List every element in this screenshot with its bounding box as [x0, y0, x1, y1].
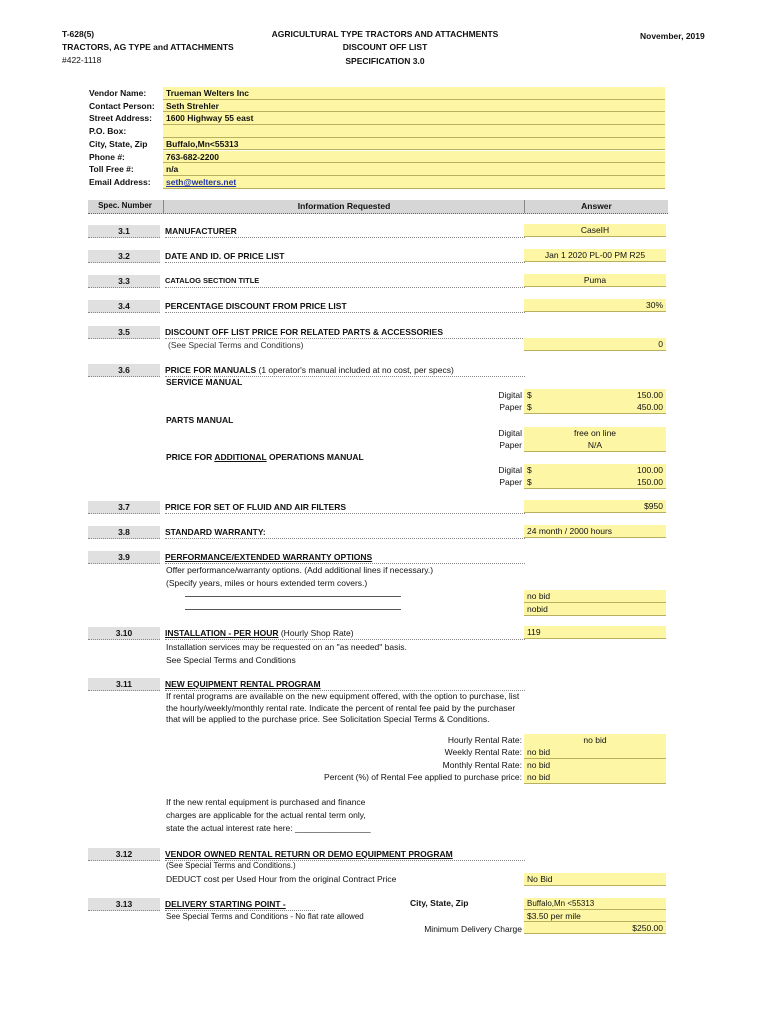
blank-line — [185, 609, 401, 610]
hourly-rate-field[interactable]: no bid — [524, 734, 666, 747]
spec-text: CATALOG SECTION TITLE — [165, 275, 525, 288]
spec-text: MANUFACTURER — [165, 225, 525, 238]
spec-text: VENDOR OWNED RENTAL RETURN OR DEMO EQUIPMENT PROGRAM — [165, 848, 525, 861]
spec-text: PERCENTAGE DISCOUNT FROM PRICE LIST — [165, 300, 525, 313]
installation-line-1: Installation services may be requested on an "as needed" basis. — [166, 642, 407, 652]
email-link[interactable]: seth@welters.net — [166, 176, 237, 187]
form-name: TRACTORS, AG TYPE and ATTACHMENTS — [62, 42, 234, 52]
spec-text: DISCOUNT OFF LIST PRICE FOR RELATED PARTS & ACCESSORIES — [165, 326, 525, 339]
spec-row-3-11 — [88, 678, 668, 690]
percent-applied-label: Percent (%) of Rental Fee applied to purchase price: — [324, 772, 522, 782]
spec-row-3-6 — [88, 364, 668, 376]
spec-number: 3.11 — [88, 678, 160, 691]
rental-paragraph-2: the hourly/weekly/monthly rental rate. Indicate the percent of rental fee paid by the purchaser — [166, 703, 516, 713]
minimum-delivery-label: Minimum Delivery Charge — [424, 924, 522, 934]
weekly-rate-label: Weekly Rental Rate: — [444, 747, 522, 757]
spec-number: 3.10 — [88, 627, 160, 640]
price-list-answer[interactable]: Jan 1 2020 PL-00 PM R25 — [524, 249, 666, 262]
rental-paragraph-3: that will be applied to the purchase price. See Solicitation Special Terms & Conditions. — [166, 714, 490, 724]
digital-label: Digital — [498, 390, 522, 400]
digital-label: Digital — [498, 428, 522, 438]
spec-row-3-12 — [88, 848, 668, 860]
paper-label: Paper — [499, 440, 522, 450]
city-state-zip-field[interactable]: Buffalo,Mn<55313 — [163, 138, 665, 151]
contact-person-label: Contact Person: — [89, 100, 155, 111]
warranty-option-2[interactable]: nobid — [524, 603, 666, 616]
additional-manual-paper-price[interactable] — [524, 476, 666, 489]
blank-line — [185, 596, 401, 597]
vendor-name-label: Vendor Name: — [89, 88, 147, 98]
manuals-title: PRICE FOR MANUALS — [165, 365, 257, 375]
paper-label: Paper — [499, 402, 522, 412]
discount-answer[interactable]: 30% — [524, 299, 666, 312]
finance-line-2: charges are applicable for the actual rental term only, — [166, 810, 366, 820]
digital-label: Digital — [498, 465, 522, 475]
parts-discount-answer[interactable]: 0 — [524, 338, 666, 351]
monthly-rate-label: Monthly Rental Rate: — [442, 760, 522, 770]
filters-price-answer[interactable]: $950 — [524, 500, 666, 513]
demo-deduct: DEDUCT cost per Used Hour from the original Contract Price — [166, 874, 397, 884]
spec-number: 3.8 — [88, 526, 160, 539]
rental-paragraph-1: If rental programs are available on the new equipment offered, with the option to purchase, list — [166, 691, 520, 701]
finance-line-1: If the new rental equipment is purchased and finance — [166, 797, 366, 807]
weekly-rate-field[interactable]: no bid — [524, 746, 666, 759]
price-value: 150.00 — [637, 390, 663, 400]
information-requested-header: Information Requested — [297, 201, 391, 211]
catalog-answer[interactable]: Puma — [524, 274, 666, 287]
installation-rate-answer[interactable]: 119 — [524, 626, 666, 639]
spec-text: NEW EQUIPMENT RENTAL PROGRAM — [165, 678, 525, 691]
doc-title-2: DISCOUNT OFF LIST — [342, 42, 428, 52]
paper-label: Paper — [499, 477, 522, 487]
spec-text: STANDARD WARRANTY: — [165, 526, 525, 539]
demo-answer[interactable]: No Bid — [524, 873, 666, 886]
toll-free-label: Toll Free #: — [89, 164, 134, 175]
manuals-note: (1 operator's manual included at no cost, per specs) — [256, 365, 454, 375]
spec-number: 3.1 — [88, 225, 160, 238]
warranty-answer[interactable]: 24 month / 2000 hours — [524, 525, 666, 538]
street-address-field[interactable]: 1600 Highway 55 east — [163, 112, 665, 125]
street-address-label: Street Address: — [89, 113, 152, 124]
monthly-rate-field[interactable]: no bid — [524, 759, 666, 772]
email-field[interactable] — [163, 176, 665, 189]
warranty-instructions: Offer performance/warranty options. (Add additional lines if necessary.) — [166, 565, 434, 575]
spec-number: 3.4 — [88, 300, 160, 313]
additional-pre: PRICE FOR — [166, 452, 215, 462]
city-state-zip-label: City, State, Zip — [89, 138, 148, 149]
parts-manual-label: PARTS MANUAL — [166, 415, 234, 425]
spec-number-header: Spec. Number — [98, 201, 152, 210]
email-label: Email Address: — [89, 176, 151, 187]
spec-subtext: (See Special Terms and Conditions) — [168, 340, 304, 350]
spec-number: 3.9 — [88, 551, 160, 564]
spec-text — [165, 364, 525, 377]
additional-manual-label — [166, 452, 364, 462]
spec-number: 3.13 — [88, 898, 160, 911]
service-manual-paper-price[interactable] — [524, 401, 666, 414]
doc-title-1: AGRICULTURAL TYPE TRACTORS AND ATTACHMENTS — [271, 29, 499, 39]
parts-manual-digital-price[interactable]: free on line — [524, 427, 666, 440]
delivery-rate-field[interactable]: $3.50 per mile — [524, 910, 666, 922]
warranty-option-1[interactable]: no bid — [524, 590, 666, 603]
spec-number: 3.2 — [88, 250, 160, 263]
delivery-terms: See Special Terms and Conditions - No flat rate allowed — [166, 912, 364, 921]
manufacturer-answer[interactable]: CaseIH — [524, 224, 666, 237]
percent-applied-field[interactable]: no bid — [524, 771, 666, 784]
form-id: T-628(5) — [62, 29, 95, 39]
installation-line-2: See Special Terms and Conditions — [166, 655, 296, 665]
additional-underlined: ADDITIONAL — [214, 452, 267, 462]
doc-date: November, 2019 — [640, 31, 705, 41]
spec-text: DATE AND ID. OF PRICE LIST — [165, 250, 525, 263]
dollar-sign: $ — [527, 465, 532, 475]
phone-field[interactable]: 763-682-2200 — [163, 151, 665, 164]
parts-manual-paper-price[interactable]: N/A — [524, 439, 666, 452]
price-value: 150.00 — [637, 477, 663, 487]
dollar-sign: $ — [527, 477, 532, 487]
warranty-instructions-2: (Specify years, miles or hours extended term covers.) — [166, 578, 368, 588]
installation-note: (Hourly Shop Rate) — [278, 628, 354, 638]
finance-line-3: state the actual interest rate here: ________________ — [166, 823, 371, 833]
price-value: 100.00 — [637, 465, 663, 475]
spec-row-3-9 — [88, 551, 668, 563]
hourly-rate-label: Hourly Rental Rate: — [447, 735, 522, 745]
spec-text — [165, 627, 525, 640]
additional-post: OPERATIONS MANUAL — [266, 452, 364, 462]
table-header — [88, 200, 668, 214]
spec-text: PRICE FOR SET OF FLUID AND AIR FILTERS — [165, 501, 525, 514]
vendor-name-field[interactable]: Trueman Welters Inc — [163, 87, 665, 100]
price-value: 450.00 — [637, 402, 663, 412]
dollar-sign: $ — [527, 402, 532, 412]
answer-header: Answer — [581, 201, 612, 211]
spec-text: PERFORMANCE/EXTENDED WARRANTY OPTIONS — [165, 551, 525, 564]
spec-number: 3.3 — [88, 275, 160, 288]
minimum-delivery-field[interactable]: $250.00 — [524, 922, 666, 934]
delivery-city-label: City, State, Zip — [410, 898, 469, 908]
dollar-sign: $ — [527, 390, 532, 400]
spec-text: DELIVERY STARTING POINT - — [165, 898, 315, 911]
demo-terms: (See Special Terms and Conditions.) — [166, 861, 296, 870]
phone-label: Phone #: — [89, 151, 125, 162]
po-box-field[interactable] — [163, 125, 665, 138]
doc-title-3: SPECIFICATION 3.0 — [345, 56, 425, 66]
form-number: #422-1118 — [62, 55, 102, 65]
spec-row-3-5 — [88, 326, 668, 338]
spec-number: 3.12 — [88, 848, 160, 861]
installation-title: INSTALLATION - PER HOUR — [165, 628, 279, 638]
spec-number: 3.5 — [88, 326, 160, 339]
contact-person-field[interactable]: Seth Strehler — [163, 100, 665, 113]
spec-number: 3.7 — [88, 501, 160, 514]
po-box-label: P.O. Box: — [89, 126, 127, 137]
service-manual-label: SERVICE MANUAL — [166, 377, 243, 387]
toll-free-field[interactable]: n/a — [163, 163, 665, 176]
delivery-city-field[interactable]: Buffalo,Mn <55313 — [524, 898, 666, 910]
spec-number: 3.6 — [88, 364, 160, 377]
